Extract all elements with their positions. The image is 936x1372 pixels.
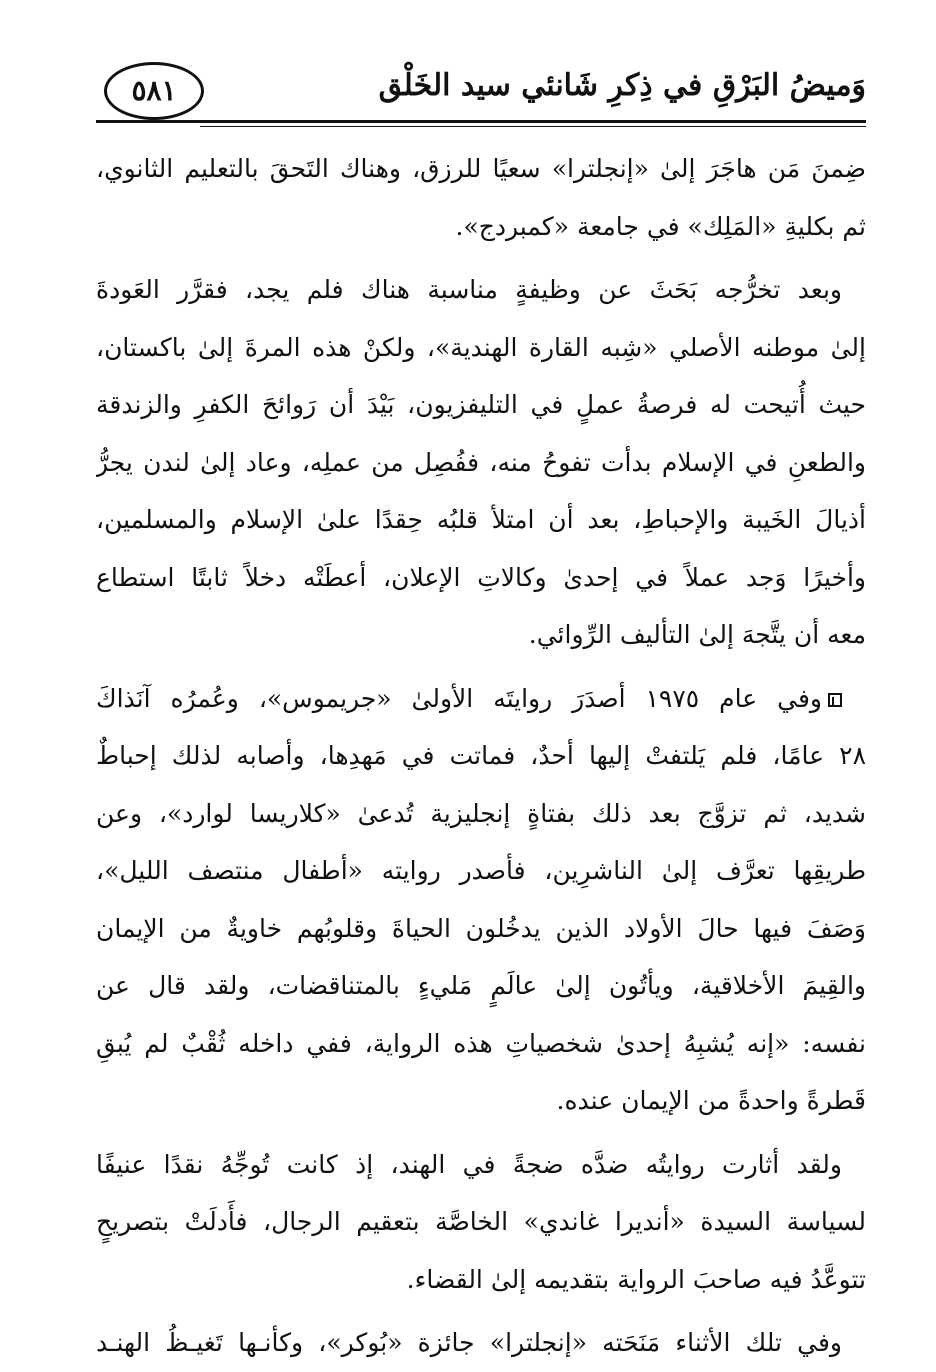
paragraph	[96, 670, 866, 1130]
text-line: وبعد تخرُّجه بَحَثَ عن وظيفةٍ مناسبة هناك فلم يجد، فقرَّر العَودةَ	[96, 275, 842, 304]
text-line: لسياسة السيدة «أنديرا غاندي» الخاصَّة بتعقيم الرجال، فأَدلَتْ بتصريحٍ	[96, 1207, 866, 1236]
running-title: وَميضُ البَرْقِ في ذِكرِ شَانئي سيد الخَلْق	[378, 68, 866, 103]
text-line: ثم بكليةِ «المَلِك» في جامعة «كمبردج».	[455, 211, 866, 241]
paragraph	[96, 1136, 866, 1309]
text-line-content: وفي عام ١٩٧٥ أصدَرَ روايتَه الأولىٰ «جريموس»، وعُمرُه آنَذاكَ	[96, 683, 822, 713]
text-line: طريقِها تعرَّف إلىٰ الناشرِين، فأصدر روايته «أطفال منتصف الليل»،	[96, 856, 866, 885]
body-text	[96, 140, 866, 1372]
paragraph	[96, 1314, 866, 1372]
paragraph	[96, 140, 866, 255]
text-line: وفي تلك الأثناء مَنَحَته «إنجلترا» جائزة «بُوكر»، وكأنـها تَغيـظُ الهنـد	[96, 1328, 842, 1357]
header-rule	[96, 120, 866, 123]
text-line: والقِيمَ الأخلاقية، ويأتُون إلىٰ عالَمٍ مَليءٍ بالمتناقضات، ولقد قال عن	[96, 971, 866, 1000]
text-line: وأخيرًا وَجد عملاً في إحدىٰ وكالاتِ الإعلان، أعطَتْه دخلاً ثابتًا استطاع	[96, 562, 866, 592]
text-line: ٢٨ عامًا، فلم يَلتفتْ إليها أحدٌ، فماتت في مَهدِها، وأصابه لذلك إحباطٌ	[96, 741, 866, 770]
text-line: معه أن يتَّجهَ إلىٰ التأليف الرِّوائي.	[528, 620, 866, 649]
text-line: إلىٰ موطنه الأصلي «شِبه القارة الهندية»، ولكنْ هذه المرةَ إلىٰ باكستان،	[96, 332, 866, 362]
text-line: ولقد أثارت روايتُه ضدَّه ضجةً في الهند، إذ كانت تُوجِّهُ نقدًا عنيفًا	[96, 1149, 842, 1179]
checkbox-bullet-icon	[828, 693, 842, 707]
text-line: نفسه: «إنه يُشبِهُ إحدىٰ شخصياتِ هذه الرواية، ففي داخله ثُقْبٌ لم يُبقِ	[96, 1028, 866, 1058]
text-line: أذيالَ الخَيبة والإحباطِ، بعد أن امتلأ قلبُه حِقدًا علىٰ الإسلام والمسلمين،	[96, 505, 866, 534]
header-rule-thin	[200, 126, 866, 127]
text-line: شديد، ثم تزوَّج بعد ذلك بفتاةٍ إنجليزية تُدعىٰ «كلاريسا لوارد»، وعن	[96, 798, 866, 828]
running-header	[96, 58, 866, 136]
text-line: قَطرةً واحدةً من الإيمان عنده.	[556, 1086, 866, 1115]
page-number: ٥٨١	[131, 74, 177, 107]
text-line: تتوعَّدُ فيه صاحبَ الرواية بتقديمه إلىٰ القضاء.	[406, 1264, 866, 1294]
text-line: ضِمنَ مَن هاجَرَ إلىٰ «إنجلترا» سعيًا للرزق، وهناك التَحقَ بالتعليم الثانوي،	[96, 154, 866, 183]
text-line: والطعنِ في الإسلام بدأت تفوحُ منه، ففُصِل من عملِه، وعاد إلىٰ لندن يجرُّ	[96, 447, 866, 477]
text-line: وَصَفَ فيها حالَ الأولاد الذين يدخُلون الحياةَ وقلوبُهم خاويةٌ من الإيمان	[96, 913, 866, 943]
text-line	[96, 670, 866, 728]
page-number-frame	[104, 62, 204, 120]
text-line: حيث أُتيحت له فرصةُ عملٍ في التليفزيون، بَيْدَ أن رَوائحَ الكفرِ والزندقة	[96, 390, 866, 419]
paragraph	[96, 261, 866, 664]
